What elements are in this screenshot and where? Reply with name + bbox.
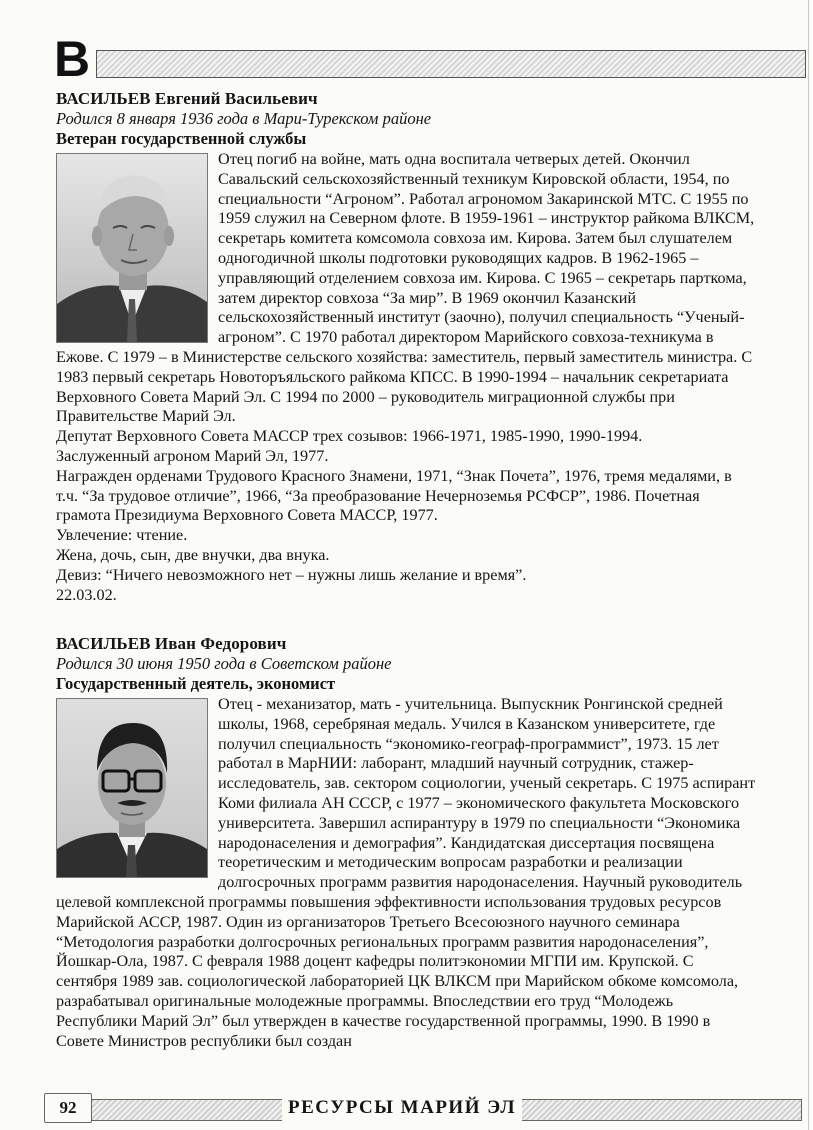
biography-paragraph: Заслуженный агроном Марий Эл, 1977. [56, 446, 329, 465]
header-decorative-bar [96, 50, 806, 78]
biography-paragraph: Отец - механизатор, мать - учительница. Выпускник Ронгинской средней школы, 1968, серебряная медаль. Учился в Казанском университете, где получил специальность “экономико-географ-программист”, 1973. 15 лет работал в МарНИИ: лаборант, младший научный сотрудник, стажер-исследователь, зав. сектором социологии, ученый секретарь. С 1975 аспирант Коми филиала АН СССР, с 1977 – экономического факультета Московского университета. Завершил аспирантуру в 1979 по специальности “Экономика народонаселения и демография”. Кандидатская диссертация посвящена теоретическим и методическим вопросам разработки и реализации долгосрочных программ развития народонаселения. Научный руководитель целевой комплексной программы повышения эффективности использования трудовых ресурсов Марийской АССР, 1987. Один из организаторов Третьего Всесоюзного научного семинара “Методология разработки долгосрочных региональных программ развития народонаселения”, Йошкар-Ола, 1987. С февраля 1988 доцент кафедры политэкономии МГПИ им. Крупской. С сентября 1989 зав. социологической лабораторией ЦК ВЛКСМ при Марийском обкоме комсомола, разрабатывал оригинальные молодежные программы. Впоследствии его труд “Молодежь Республики Марий Эл” был утвержден в качестве государственной программы, 1990. В 1990 в Совете Министров республики был создан [56, 695, 756, 1050]
biography-entry [56, 633, 756, 1051]
person-role: Государственный деятель, экономист [56, 674, 336, 693]
page-footer [44, 1093, 804, 1123]
biography-paragraph: Девиз: “Ничего невозможного нет – нужны лишь желание и время”. [56, 565, 527, 584]
page-edge [808, 0, 809, 1130]
birth-info: Родился 30 июня 1950 года в Советском районе [56, 654, 392, 673]
section-letter: В [54, 31, 91, 87]
portrait-photo [56, 698, 208, 878]
biography-paragraph: Депутат Верховного Совета МАССР трех созывов: 1966-1971, 1985-1990, 1990-1994. [56, 427, 643, 446]
biography-text [56, 695, 756, 1051]
person-role: Ветеран государственной службы [56, 129, 307, 148]
biography-paragraph: Награжден орденами Трудового Красного Знамени, 1971, “Знак Почета”, 1976, тремя медалями, в т.ч. “За трудовое отличие”, 1966, “За преобразование Нечерноземья РСФСР”, 1986. Почетная грамота Президиума Верховного Совета МАССР, 1977. [56, 466, 732, 525]
person-name: ВАСИЛЬЕВ Иван Федорович [56, 634, 287, 653]
biography-date: 22.03.02. [56, 585, 117, 604]
biography-entry [56, 88, 756, 605]
portrait-photo [56, 153, 208, 343]
birth-info: Родился 8 января 1936 года в Мари-Турекском районе [56, 109, 432, 128]
section-header [54, 31, 804, 87]
person-name: ВАСИЛЬЕВ Евгений Васильевич [56, 89, 318, 108]
portrait-image [57, 699, 207, 877]
portrait-image [57, 154, 207, 342]
biography-paragraph: Увлечение: чтение. [56, 526, 188, 545]
biography-paragraph: Отец погиб на войне, мать одна воспитала четверых детей. Окончил Савальский сельскохозяйственный техникум Кировской области, 1954, по специальности “Агроном”. Работал агрономом Закаринской МТС. С 1955 по 1959 служил на Северном флоте. В 1959-1961 – инструктор райкома ВЛКСМ, секретарь комитета комсомола совхоза им. Кирова. Затем был слушателем одногодичной школы подготовки руководящих кадров. В 1962-1965 – управляющий отделением совхоза им. Кирова. С 1965 – секретарь парткома, затем директор совхоза “За мир”. В 1969 окончил Казанский сельскохозяйственный институт (заочно), получил специальность “Ученый-агроном”. С 1970 работал директором Марийского совхоза-техникума в Ежове. С 1979 – в Министерстве сельского хозяйства: заместитель, первый заместитель министра. С 1983 первый секретарь Новоторъяльского райкома КПСС. В 1990-1994 – начальник секретариата Верховного Совета Марий Эл. С 1994 по 2000 – руководитель миграционной службы при Правительстве Марий Эл. [56, 150, 755, 426]
page-number: 92 [44, 1093, 92, 1123]
biography-paragraph: Жена, дочь, сын, две внучки, два внука. [56, 545, 330, 564]
biography-text [56, 150, 756, 605]
publication-title: РЕСУРСЫ МАРИЙ ЭЛ [282, 1095, 522, 1121]
